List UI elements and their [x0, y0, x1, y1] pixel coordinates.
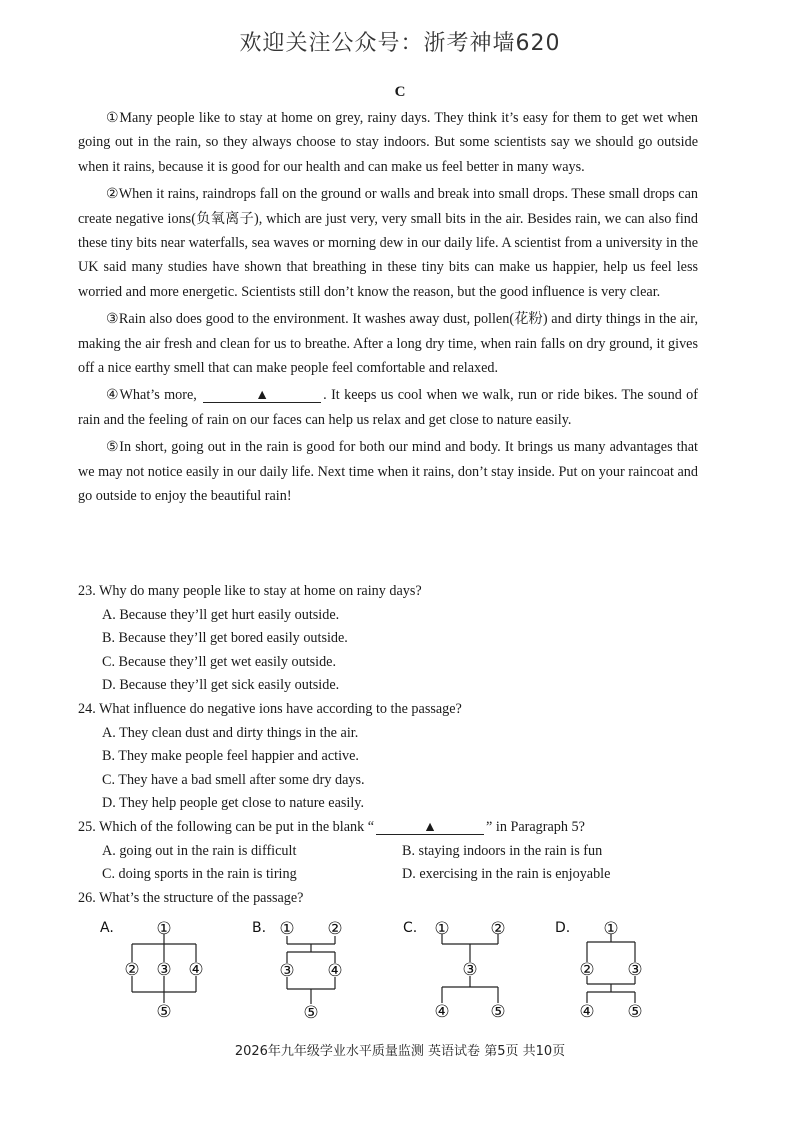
q25-stem-end: ” in Paragraph 5?	[486, 818, 585, 835]
diagram-a-node-3: ③	[156, 960, 172, 980]
q25-option-c: C. doing sports in the rain is tiring	[102, 866, 297, 883]
page-footer: 2026年九年级学业水平质量监测 英语试卷 第5页 共10页	[234, 1044, 566, 1059]
q23-option-c: C. Because they’ll get wet easily outside.	[102, 653, 337, 670]
question-list	[78, 580, 718, 910]
section-letter: C	[394, 84, 406, 100]
q25-option-d: D. exercising in the rain is enjoyable	[402, 866, 611, 883]
paragraph-4-end: . It keeps us cool when we walk, run or ride bikes. The sound of rain and the feeling of rain on our faces can help us relax and get close to nature easily.	[78, 387, 698, 428]
diagram-b-node-4: ④	[327, 961, 343, 981]
q23-option-b: B. Because they’ll get bored easily outside.	[102, 630, 348, 647]
q24-option-d: D. They help people get close to nature easily.	[102, 795, 364, 812]
q25-option-a: A. going out in the rain is difficult	[102, 842, 297, 859]
question-26: 26. What’s the structure of the passage?	[78, 889, 304, 906]
q24-option-c: C. They have a bad smell after some dry days.	[102, 771, 365, 788]
diagram-a-node-4: ④	[188, 960, 204, 980]
diagram-c-node-4: ④	[434, 1002, 450, 1022]
diagram-d-node-2: ②	[579, 960, 595, 980]
q24-option-a: A. They clean dust and dirty things in the air.	[102, 724, 359, 741]
diagram-d-node-5: ⑤	[627, 1002, 643, 1022]
paragraph-5: ⑤In short, going out in the rain is good for both our mind and body. It brings us many advantages that we may not notice easily in our daily life. Next time when it rains, don’t stay inside. Put on your raincoat and go outside to enjoy the beautiful rain!	[78, 439, 698, 505]
question-23: 23. Why do many people like to stay at home on rainy days?	[78, 583, 422, 599]
diagram-c-node-3: ③	[462, 960, 478, 980]
question-24: 24. What influence do negative ions have according to the passage?	[78, 700, 462, 717]
diagram-d-node-4: ④	[579, 1002, 595, 1022]
reading-passage	[78, 106, 698, 512]
q25-options-row-1	[78, 840, 718, 864]
diagram-d-node-3: ③	[627, 960, 643, 980]
diagram-a-node-5: ⑤	[156, 1002, 172, 1022]
diagram-c-label: C.	[403, 920, 418, 936]
diagram-b-node-1: ①	[279, 919, 295, 939]
diagram-a-node-2: ②	[124, 960, 140, 980]
q25-blank: ▲	[376, 820, 484, 835]
paragraph-4-start: ④What’s more,	[106, 387, 202, 404]
paragraph-3: ③Rain also does good to the environment. It washes away dust, pollen(花粉) and dirty things in the air, making the air fresh and clean for us to breathe. After a long dry time, when rain falls on dry ground, it gives off a nice earthy smell that can make people feel comfortable and relaxed.	[78, 311, 698, 377]
passage-blank: ▲	[203, 388, 321, 403]
paragraph-1: ①Many people like to stay at home on grey, rainy days. They think it’s easy for them to get wet when going out in the rain, so they always choose to stay indoors. But some scientists say we should go outside when it rains, because it is good for our health and can make us feel better in many ways.	[78, 110, 698, 175]
diagram-d-label: D.	[555, 920, 571, 936]
diagram-b-node-5: ⑤	[303, 1003, 319, 1023]
q23-option-a: A. Because they’ll get hurt easily outside.	[102, 606, 340, 623]
q23-option-d: D. Because they’ll get sick easily outside.	[102, 677, 340, 694]
diagram-a-label: A.	[100, 920, 114, 936]
diagram-b-label: B.	[252, 920, 267, 936]
question-25	[78, 816, 718, 840]
q25-stem-start: 25. Which of the following can be put in the blank “	[78, 818, 375, 835]
structure-diagrams	[78, 912, 718, 1027]
diagram-c-node-2: ②	[490, 919, 506, 939]
diagram-b-node-2: ②	[327, 919, 343, 939]
paragraph-2: ②When it rains, raindrops fall on the ground or walls and break into small drops. These small drops can create negative ions(负氧离子), which are just very, very small bits in the air. Besides rain, we can also find these tiny bits near waterfalls, sea waves or morning dew in our daily life. A scientist from a university in the UK said many studies have shown that breathing in these tiny bits can make us happier, help us feel less worried and more energetic. Scientists still don’t know the reason, but the good influence is very clear.	[78, 186, 698, 300]
diagram-c-node-5: ⑤	[490, 1002, 506, 1022]
diagram-c-node-1: ①	[434, 919, 450, 939]
q24-option-b: B. They make people feel happier and active.	[102, 748, 359, 765]
diagram-d-node-1: ①	[603, 919, 619, 939]
structure-diagrams-svg	[78, 912, 718, 1027]
q25-options-row-2	[78, 863, 718, 887]
diagram-a-node-1: ①	[156, 919, 172, 939]
paragraph-4	[78, 383, 698, 432]
diagram-b-node-3: ③	[279, 961, 295, 981]
page-header: 欢迎关注公众号：浙考神墙620	[239, 31, 561, 56]
q25-option-b: B. staying indoors in the rain is fun	[402, 842, 603, 859]
